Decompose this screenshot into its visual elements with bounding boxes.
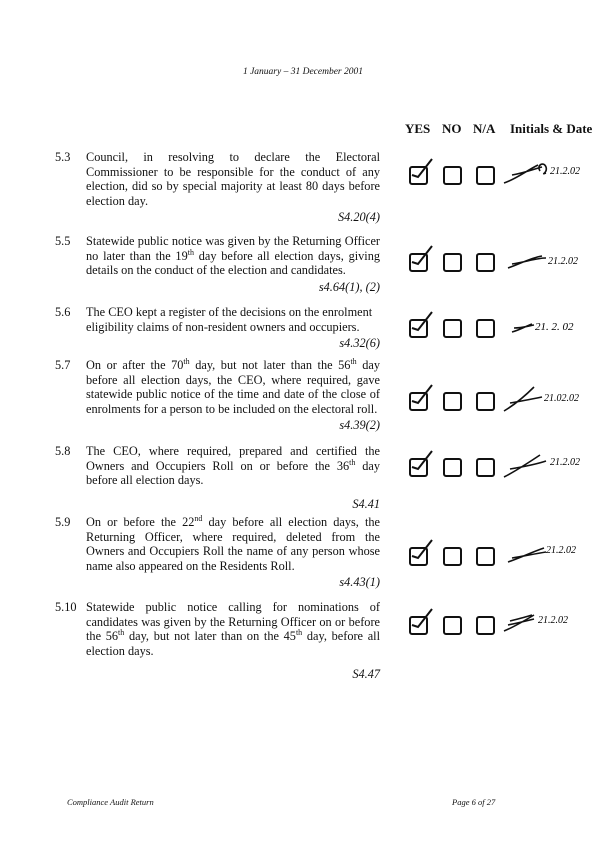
footer-title: Compliance Audit Return [67,797,154,807]
initials-signature [502,157,597,187]
item-text: The CEO, where required, prepared and certified the Owners and Occupiers Roll on or before the 36th day before all election days. [86,444,380,488]
tick-icon [408,537,434,563]
item-reference: s4.39(2) [339,418,380,433]
item-5-3 [55,150,380,225]
item-number: 5.6 [55,305,71,319]
item-number: 5.10 [55,600,77,614]
col-na: N/A [473,121,496,136]
row-5-9-answers [400,541,600,571]
initials-signature [502,449,597,481]
no-checkbox[interactable] [443,253,462,272]
tick-icon [408,382,434,408]
initials-signature [502,310,597,340]
item-text: On or before the 22nd day before all election days, the Returning Officer, where required, deleted from the Owners and Occupiers Roll the name of any person whose name also appeared on the Residents Roll. [86,513,381,573]
item-number: 5.7 [55,358,71,372]
no-checkbox[interactable] [443,392,462,411]
item-reference: s4.32(6) [339,336,380,351]
no-checkbox[interactable] [443,166,462,185]
row-5-6-answers [400,313,600,343]
item-text: On or after the 70th day, but not later than the 56th day before all election days, the CEO, where required, gave statewide public notice of the time and date of the close of enrolments for a person to be included on the electoral roll. [86,356,380,416]
item-5-6 [55,305,380,351]
na-checkbox[interactable] [476,253,495,272]
na-checkbox[interactable] [476,458,495,477]
item-reference: S4.20(4) [337,210,380,225]
item-5-9 [55,515,380,590]
no-checkbox[interactable] [443,547,462,566]
initials-signature [502,538,597,568]
page-number: Page 6 of 27 [452,797,496,807]
row-5-8-answers [400,452,600,482]
item-number: 5.3 [55,150,71,164]
item-text: The CEO kept a register of the decisions on the enrolment eligibility claims of non-resident owners and occupiers. [86,305,373,334]
tick-icon [408,156,434,182]
item-reference: S4.41 [352,496,380,511]
item-5-10 [55,600,380,682]
tick-icon [408,243,434,269]
col-initials-date: Initials & Date [510,121,593,136]
initials-signature [502,607,597,637]
initials-date: 21.2.02 [546,545,576,556]
tick-icon [408,606,434,632]
item-5-5 [55,234,380,294]
initials-date: 21.2.02 [550,457,580,468]
initials-signature [502,244,597,274]
initials-date: 21.2.02 [550,166,580,177]
item-number: 5.9 [55,515,71,529]
row-5-10-answers [400,610,600,640]
initials-date: 21.02.02 [544,393,579,404]
initials-signature [502,383,597,415]
na-checkbox[interactable] [476,319,495,338]
item-text: Statewide public notice was given by the Returning Officer no later than the 19th day before all election days, giving details on the conduct of the election and candidates. [86,234,380,278]
col-yes: YES [405,121,431,136]
tick-icon [408,448,434,474]
item-text: Statewide public notice calling for nominations of candidates was given by the Returning Officer on or before the 56th day, but not later than on the 45th day, before all election days. [86,600,381,658]
initials-date: 21.2.02 [548,256,578,267]
initials-date: 21.2.02 [538,615,568,626]
initials-date: 21. 2. 02 [535,321,574,333]
item-5-8 [55,444,380,511]
na-checkbox[interactable] [476,392,495,411]
col-no: NO [442,121,462,136]
no-checkbox[interactable] [443,319,462,338]
tick-icon [408,309,434,335]
row-5-3-answers [400,160,600,190]
item-text: Council, in resolving to declare the Electoral Commissioner to be responsible for the conduct of any election, did so by special majority at least 80 days before election day. [86,150,380,208]
no-checkbox[interactable] [443,458,462,477]
item-5-7 [55,358,380,433]
na-checkbox[interactable] [476,166,495,185]
row-5-7-answers [400,386,600,416]
no-checkbox[interactable] [443,616,462,635]
item-number: 5.8 [55,444,71,458]
na-checkbox[interactable] [476,547,495,566]
audit-period: 1 January – 31 December 2001 [242,67,364,77]
item-reference: s4.43(1) [339,575,380,590]
row-5-5-answers [400,247,600,277]
item-reference: S4.47 [352,667,380,682]
item-reference: s4.64(1), (2) [318,279,380,294]
item-number: 5.5 [55,234,71,248]
na-checkbox[interactable] [476,616,495,635]
